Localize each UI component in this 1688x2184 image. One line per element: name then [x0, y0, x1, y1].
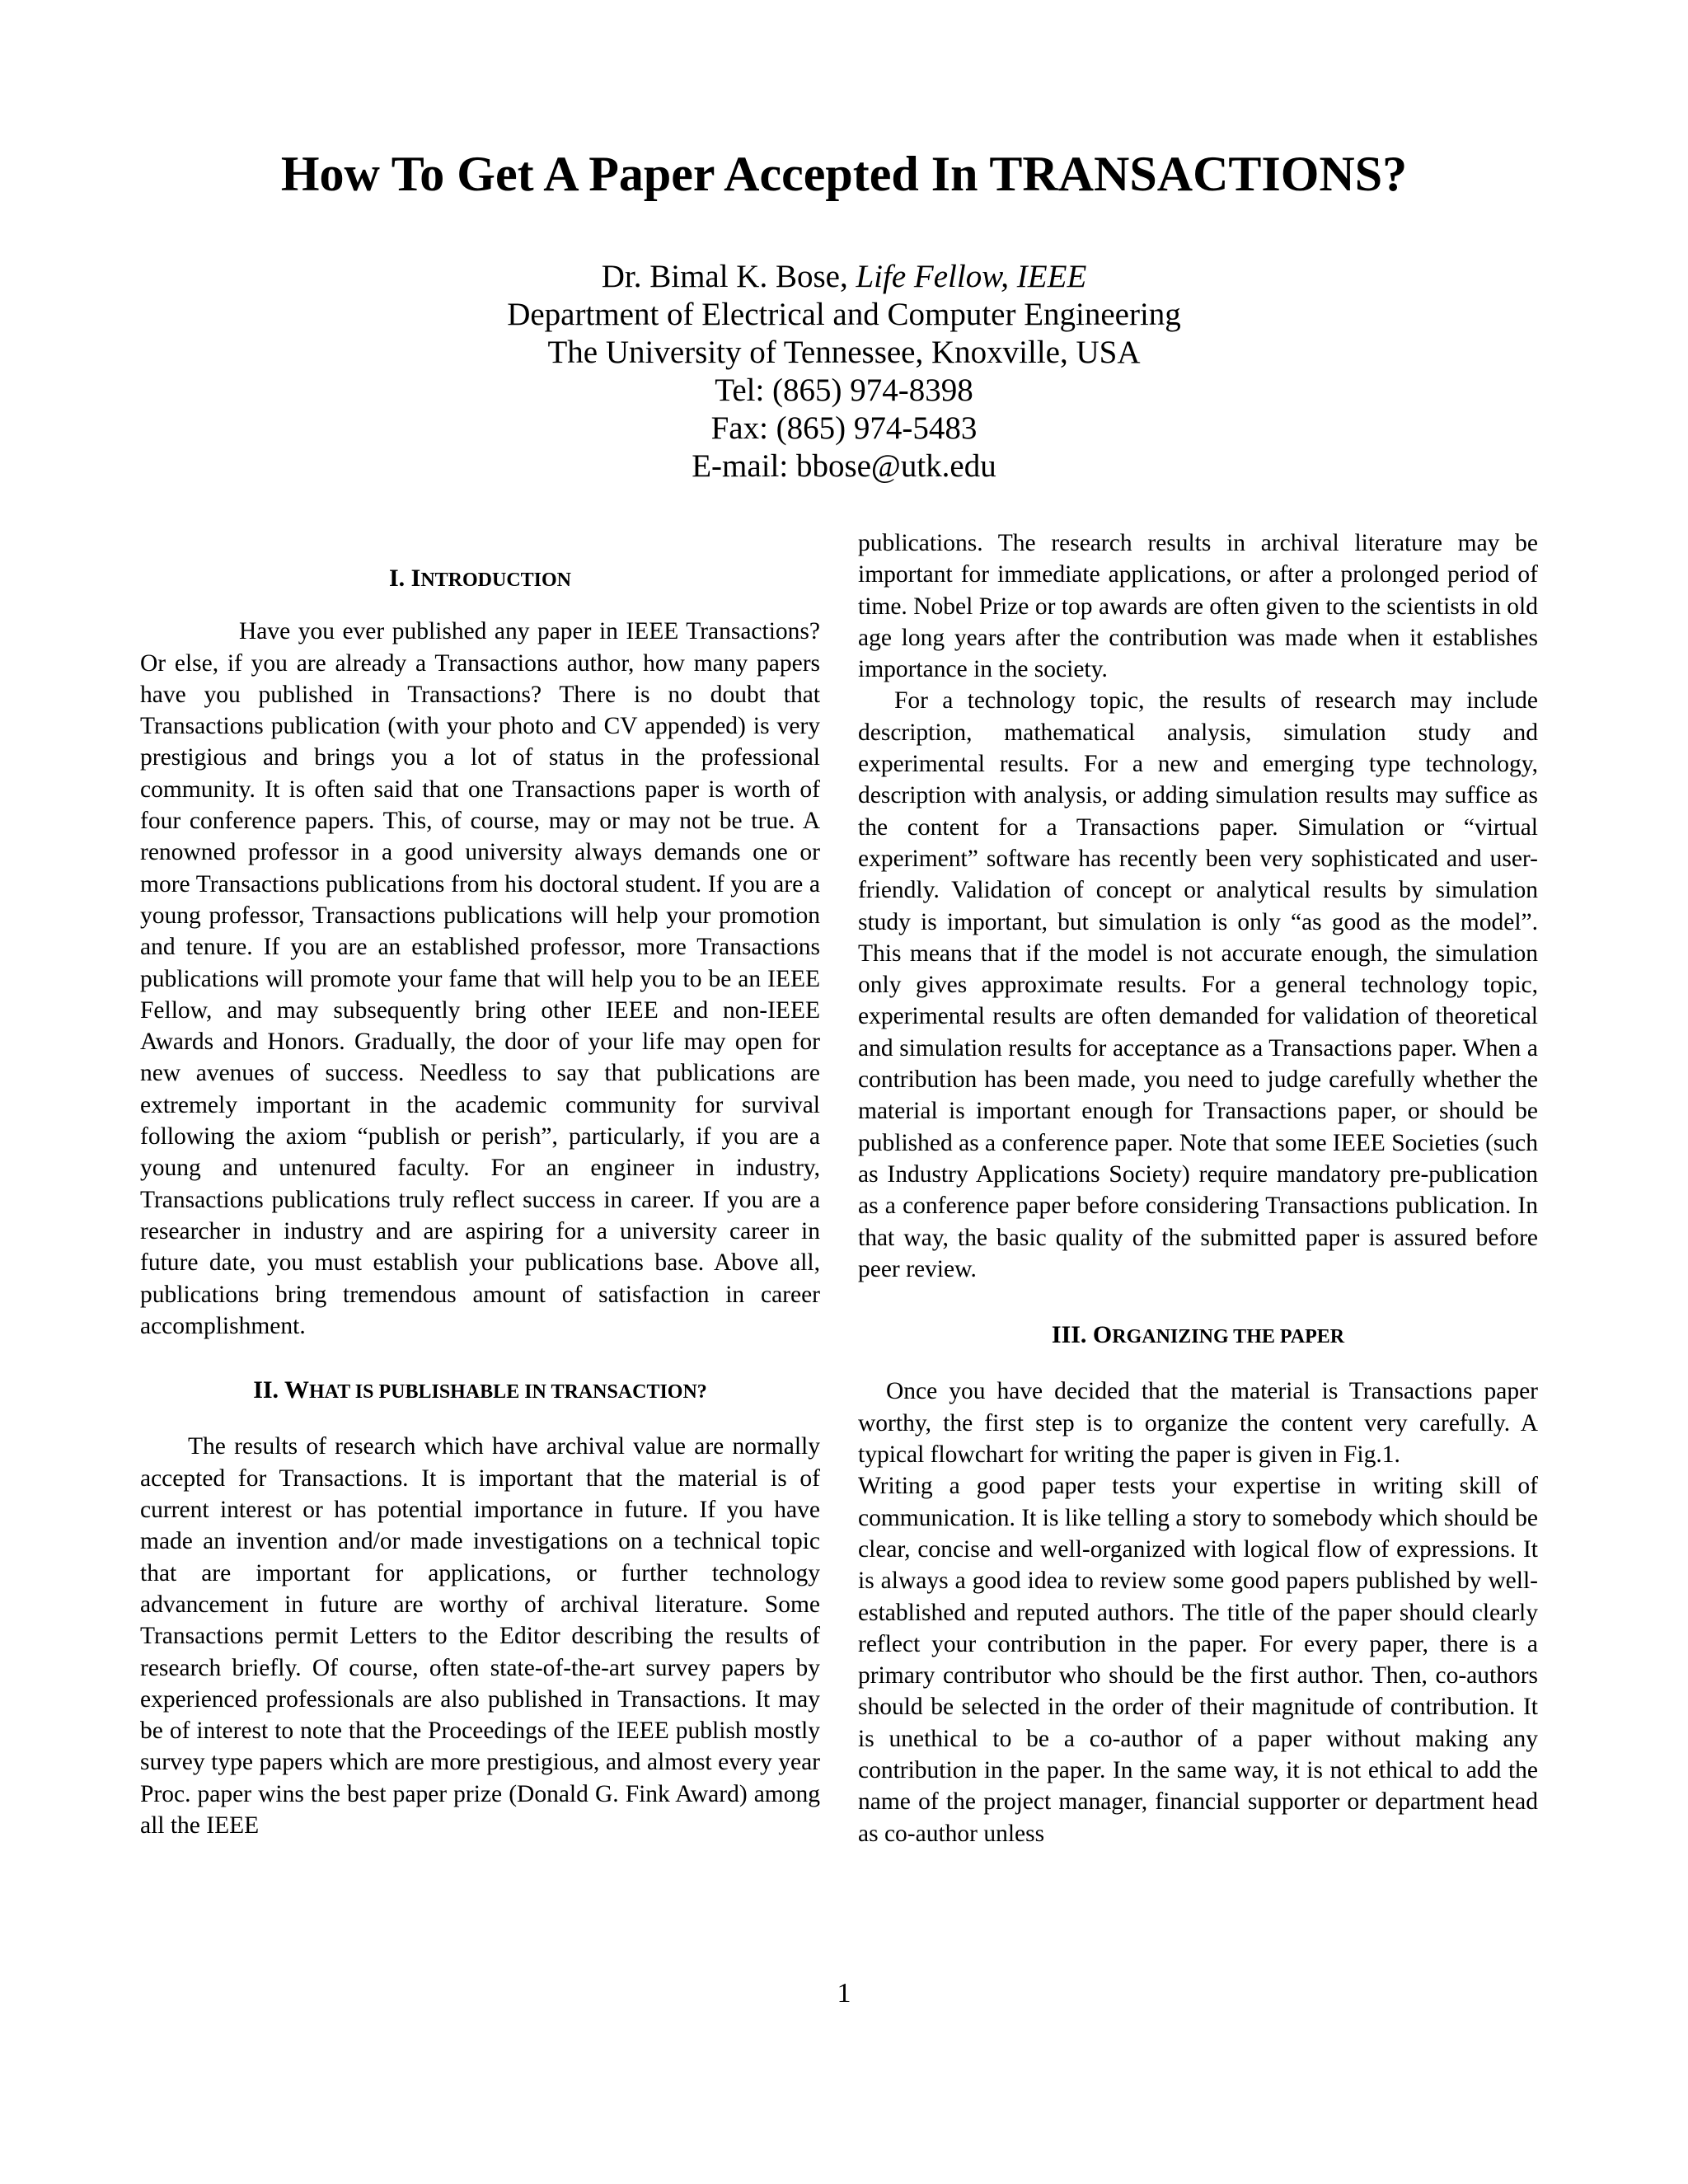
paper-title: How To Get A Paper Accepted In TRANSACTIONS? [280, 147, 1408, 201]
publishable-paragraph-continued: publications. The research results in archival literature may be important for immediate applications, or after a prolonged period of time. Nobel Prize or top awards are often given to the scientists in old age long years after the contribution was made when it establishes importance in the society. [858, 530, 1538, 683]
right-column [858, 527, 1538, 1849]
publishable-paragraph-2: For a technology topic, the results of research may include description, mathematical analysis, simulation study and experimental results. For a new and emerging type technology, description with analysis, or adding simulation results may suffice as the content for a Transactions paper. Simulation or “virtual experiment” software has recently been very sophisticated and user-friendly. Validation of concept or analytical results by simulation study is important, but simulation is only “as good as the model”. This means that if the model is not accurate enough, the simulation only gives approximate results. For a general technology topic, experimental results are often demanded for validation of theoretical and simulation results for acceptance as a Transactions paper. When a contribution has been made, you need to judge carefully whether the material is important enough for Transactions paper, or should be published as a conference paper. Note that some IEEE Societies (such as Industry Applications Society) require mandatory pre-publication as a conference paper before considering Transactions publication. In that way, the basic quality of the submitted paper is assured before peer review. [858, 687, 1538, 1282]
author-department: Department of Electrical and Computer Engineering [507, 297, 1181, 332]
author-fax: Fax: (865) 974-5483 [710, 410, 978, 446]
author-email: E-mail: bbose@utk.edu [692, 448, 996, 484]
page-number: 1 [837, 1978, 851, 2008]
section-heading-publishable: II. WHAT IS PUBLISHABLE IN TRANSACTION? [253, 1376, 707, 1404]
section-heading-introduction: I. INTRODUCTION [388, 565, 572, 592]
section-heading-organizing: III. ORGANIZING THE PAPER [1051, 1321, 1345, 1349]
author-university: The University of Tennessee, Knoxville, USA [547, 335, 1141, 370]
intro-paragraph: Have you ever published any paper in IEEE Transactions? Or else, if you are already a Transactions author, how many papers have you published in Transactions? There is no doubt that Transactions publication (with your photo and CV appended) is very prestigious and brings you a lot of status in the professional community. It is often said that one Transactions paper is worth of four conference papers. This, of course, may or may not be true. A renowned professor in a good university always demands one or more Transactions publications from his doctoral student. If you are a young professor, Transactions publications will help your promotion and tenure. If you are an established professor, more Transactions publications will promote your fame that will help you to be an IEEE Fellow, and may subsequently bring other IEEE and non-IEEE Awards and Honors. Gradually, the door of your life may open for new avenues of success. Needless to say that publications are extremely important in the academic community for survival following the axiom “publish or perish”, particularly, if you are a young and untenured faculty. For an engineer in industry, Transactions publications truly reflect success in career. If you are a researcher in industry and are aspiring for a university career in future date, you must establish your publications base. Above all, publications bring tremendous amount of satisfaction in career accomplishment. [140, 618, 820, 1339]
author-tel: Tel: (865) 974-8398 [715, 373, 973, 408]
author-line [0, 258, 1688, 296]
organizing-paragraph-2: Writing a good paper tests your expertise in writing skill of communication. It is like telling a story to somebody which should be clear, concise and well-organized with logical flow of expressions. It is always a good idea to review some good papers published by well-established and reputed authors. The title of the paper should clearly reflect your contribution in the paper. For every paper, there is a primary contributor who should be the first author. Then, co-authors should be selected in the order of their magnitude of contribution. It is unethical to be a co-author of a paper without making any contribution in the paper. In the same way, it is not ethical to add the name of the project manager, financial supporter or department head as co-author unless [858, 1473, 1538, 1847]
organizing-paragraph: Once you have decided that the material is Transactions paper worthy, the first step is to organize the content very carefully. A typical flowchart for writing the paper is given in Fig.1. [858, 1378, 1538, 1469]
author-block [0, 258, 1688, 485]
author-name: Dr. Bimal K. Bose, [601, 259, 856, 294]
publishable-paragraph: The results of research which have archival value are normally accepted for Transactions. It is important that the material is of current interest or has potential importance in future. If you have made an invention and/or made investigations on a technical topic that are important for applications, or further technology advancement in future are worthy of archival literature. Some Transactions permit Letters to the Editor describing the results of research briefly. Of course, often state-of-the-art survey papers by experienced professionals are also published in Transactions. It may be of interest to note that the Proceedings of the IEEE publish mostly survey type papers which are more prestigious, and almost every year Proc. paper wins the best paper prize (Donald G. Fink Award) among all the IEEE [140, 1433, 820, 1839]
author-fellowship: Life Fellow, IEEE [856, 259, 1087, 294]
left-column [140, 563, 820, 1841]
